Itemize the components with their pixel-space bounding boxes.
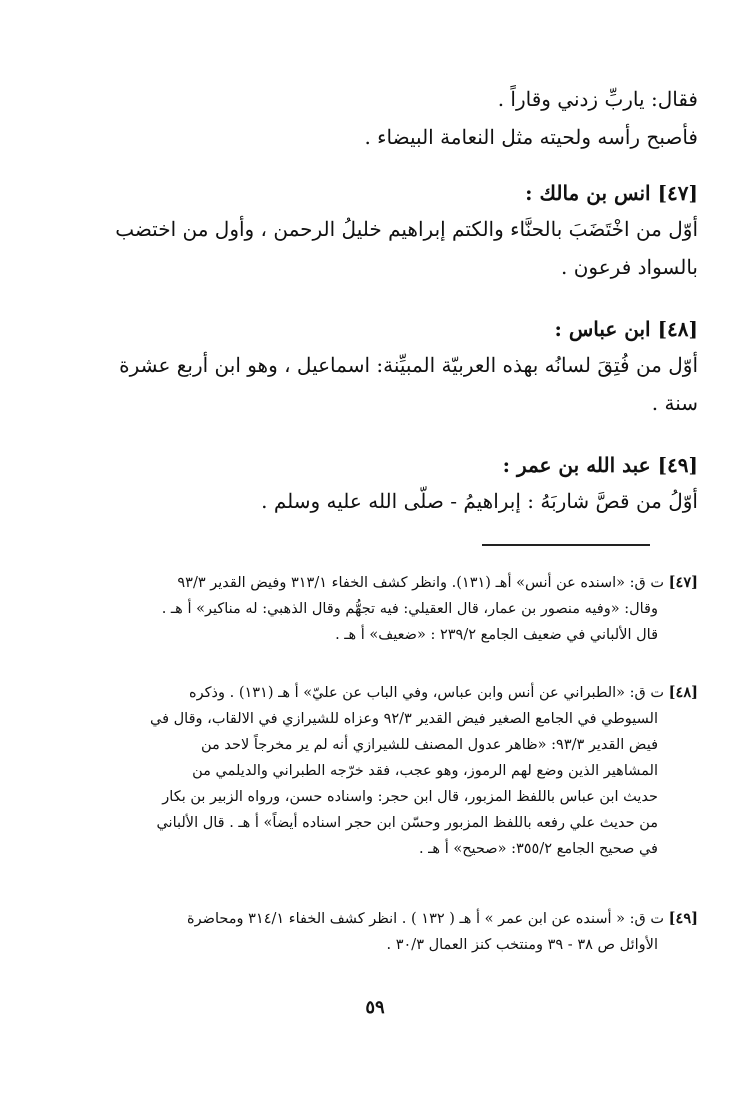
entry-text-line: بالسواد فرعون .: [560, 255, 698, 279]
entry-47: [98, 176, 698, 286]
footnote-line: المشاهير الذين وضع لهم الرموز، وهو عجب، فقد خرّجه الطبراني والديلمي من: [192, 763, 658, 779]
footnote-divider: [482, 544, 650, 546]
footnote-line: وقال: «وفيه منصور بن عمار، قال العقيلي: فيه تجهُّم وقال الذهبي: له مناكير» أ هـ .: [161, 601, 658, 617]
entry-48: [98, 312, 698, 422]
entry-text-line: أوّلُ من قصَّ شاربَهُ : إبراهيمُ - صلّى الله عليه وسلم .: [261, 489, 698, 513]
entry-heading: [٤٩] عبد الله بن عمر :: [502, 453, 698, 477]
page-number: ٥٩: [365, 997, 385, 1018]
entry-text-line: سنة .: [651, 391, 698, 415]
footnote-line: فيض القدير ٩٣/٣: «ظاهر عدول المصنف للشيرازي أنه لم ير مخرجاً لاحد من: [200, 737, 658, 753]
footnote-49: [78, 906, 698, 958]
footnote-line: ت ق: «الطبراني عن أنس وابن عباس، وفي الباب عن عليّ» أ هـ (١٣١) . وذكره: [189, 685, 665, 701]
footnote-line: في صحيح الجامع ٣٥٥/٢: «صحيح» أ هـ .: [418, 841, 658, 857]
footnote-line: ت ق: « أسنده عن ابن عمر » أ هـ ( ١٣٢ ) . انظر كشف الخفاء ٣١٤/١ ومحاضرة: [187, 911, 665, 927]
footnote-number: [٤٩]: [668, 910, 698, 927]
footnote-line: حديث ابن عباس باللفظ المزبور، قال ابن حجر: واسناده حسن، ورواه الزبير بن بكار: [162, 789, 658, 805]
entry-text-line: أوّل من اخْتَضَبَ بالحنَّاء والكتم إبراهيم خليلُ الرحمن ، وأول من اختضب: [115, 217, 698, 241]
footnote-line: من حديث علي رفعه باللفظ المزبور وحسّن ابن حجر اسناده أيضاً» أ هـ . قال الألباني: [156, 815, 658, 831]
entry-heading: [٤٨] ابن عباس :: [554, 317, 698, 341]
footnote-47: [78, 570, 698, 648]
intro-text: [98, 80, 698, 156]
intro-line: فقال: ياربِّ زدني وقاراً .: [497, 87, 698, 111]
footnote-line: قال الألباني في ضعيف الجامع ٢٣٩/٢ : «ضعيف» أ هـ .: [335, 627, 658, 643]
footnote-line: الأوائل ص ٣٨ - ٣٩ ومنتخب كنز العمال ٣٠/٣ .: [386, 937, 658, 953]
footnote-number: [٤٧]: [668, 574, 698, 591]
intro-line: فأصبح رأسه ولحيته مثل النعامة البيضاء .: [364, 125, 698, 149]
entry-49: [98, 448, 698, 520]
entry-heading: [٤٧] انس بن مالك :: [525, 181, 698, 205]
footnote-line: السيوطي في الجامع الصغير فيض القدير ٩٢/٣ وعزاه للشيرازي في الالقاب، وقال في: [150, 711, 658, 727]
footnote-number: [٤٨]: [668, 684, 698, 701]
footnote-line: ت ق: «اسنده عن أنس» أهـ (١٣١). وانظر كشف الخفاء ٣١٣/١ وفيض القدير ٩٣/٣: [177, 575, 665, 591]
entry-text-line: أوّل من فُتِقَ لسانُه بهذه العربيّة المبيِّنة: اسماعيل ، وهو ابن أربع عشرة: [119, 353, 698, 377]
footnote-48: [78, 680, 698, 862]
